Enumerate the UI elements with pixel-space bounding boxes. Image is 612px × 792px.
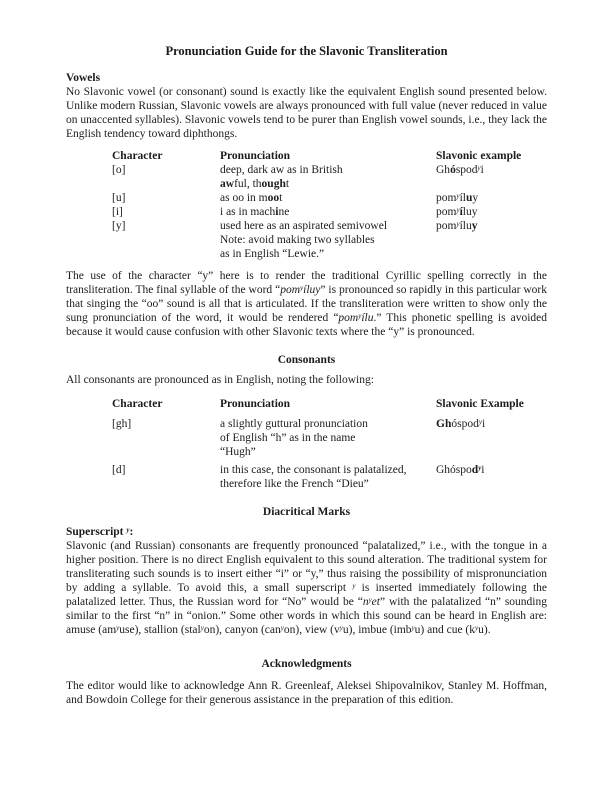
palatalization-superscript: y bbox=[477, 163, 481, 172]
pronunciation-line bbox=[220, 177, 436, 191]
slavonic-example-cell bbox=[436, 191, 547, 205]
pronunciation-line bbox=[220, 191, 436, 205]
consonants-table-header bbox=[112, 397, 547, 411]
text-run: Ghóspo bbox=[436, 464, 472, 476]
text-run: oo bbox=[267, 192, 280, 204]
text-run: on), view (v bbox=[283, 624, 340, 636]
text-run: : bbox=[129, 526, 134, 538]
superscript-subheading bbox=[66, 525, 547, 539]
slavonic-example-cell bbox=[436, 463, 547, 491]
text-run: t bbox=[285, 178, 290, 190]
palatalization-superscript: y bbox=[358, 311, 362, 320]
text-run: u bbox=[465, 192, 473, 204]
text-run: n bbox=[362, 596, 369, 608]
palatalization-superscript: y bbox=[478, 417, 482, 426]
text-run: The use of the character “y” here is to render the traditional Cyrillic spelling correctly in the transliteration. The final syllable of the word “ bbox=[66, 270, 547, 296]
slavonic-example-cell bbox=[436, 163, 547, 191]
page-content bbox=[66, 44, 547, 707]
vowels-usage-note-paragraph bbox=[66, 269, 547, 339]
text-run: All consonants are pronounced as in English, noting the following: bbox=[66, 374, 374, 386]
table-row bbox=[112, 163, 547, 191]
pronunciation-cell bbox=[220, 191, 436, 205]
palatalization-superscript: y bbox=[300, 283, 304, 292]
slavonic-example-cell bbox=[436, 417, 547, 459]
text-run: t bbox=[279, 192, 283, 204]
consonants-intro-paragraph bbox=[66, 373, 547, 387]
palatalization-superscript: y bbox=[456, 205, 460, 214]
vowels-table-header bbox=[112, 149, 547, 163]
text-run: í bbox=[459, 206, 463, 218]
pronunciation-cell bbox=[220, 417, 436, 459]
character-cell: [u] bbox=[112, 192, 126, 204]
palatalization-superscript: y bbox=[411, 623, 415, 632]
pronunciation-cell bbox=[220, 219, 436, 261]
text-run: Slavonic (and Russian) consonants are frequently pronounced “palatalized,” i.e., with the tongue in a higher position. There is no direct English equivalent to this sound alteration. The traditional system for transliterating such sounds is to insert either “i” or “y,” thus raising the possibility of mispronunciation by adding a syllable. To avoid this, a small superscript bbox=[66, 540, 547, 594]
column-header-character: Character bbox=[112, 150, 163, 162]
text-run: ílu bbox=[459, 220, 472, 232]
page-title: Pronunciation Guide for the Slavonic Transliteration bbox=[165, 44, 448, 58]
palatalization-superscript: y bbox=[475, 623, 479, 632]
palatalization-superscript: y bbox=[478, 463, 482, 472]
text-run: ó bbox=[450, 164, 456, 176]
text-run: spod bbox=[455, 164, 478, 176]
text-run: deep, dark aw as in British bbox=[220, 164, 343, 176]
text-run: i bbox=[480, 164, 484, 176]
slavonic-example-cell bbox=[436, 219, 547, 261]
text-run: is inserted immediately following the palatalized letter. Thus, the Russian word for “No” would be “ bbox=[66, 582, 547, 608]
text-run: u), imbue (imb bbox=[342, 624, 412, 636]
character-cell: [i] bbox=[112, 206, 123, 218]
pronunciation-cell bbox=[220, 205, 436, 219]
pronunciation-line bbox=[220, 477, 436, 491]
pronunciation-line bbox=[220, 219, 436, 233]
pronunciation-line bbox=[220, 163, 436, 177]
text-run: as oo in m bbox=[220, 192, 268, 204]
text-run: “Hugh” bbox=[220, 446, 256, 458]
text-run: i as in mach bbox=[220, 206, 276, 218]
vowels-intro-paragraph bbox=[66, 85, 547, 141]
diacritical-body-paragraph bbox=[66, 539, 547, 637]
text-run: Superscript bbox=[66, 526, 127, 538]
slavonic-example-cell bbox=[436, 205, 547, 219]
text-run: íluy bbox=[303, 284, 321, 296]
table-row bbox=[112, 463, 547, 491]
consonants-table bbox=[112, 397, 547, 491]
text-run: et bbox=[371, 596, 380, 608]
consonants-heading: Consonants bbox=[277, 354, 336, 366]
text-run: ílu bbox=[361, 312, 374, 324]
vowels-heading: Vowels bbox=[66, 72, 101, 84]
text-run: in this case, the consonant is palatalized, bbox=[220, 464, 407, 476]
column-header-slavonic-example: Slavonic example bbox=[436, 150, 522, 162]
character-cell: [d] bbox=[112, 464, 126, 476]
pronunciation-line bbox=[220, 431, 436, 445]
palatalization-superscript: y bbox=[280, 623, 284, 632]
acknowledgments-heading: Acknowledgments bbox=[261, 658, 352, 670]
text-run: ” is pronounced so rapidly in this particular work that singing the “oo” sound is all that is articulated. If the transliteration were written to show only the sung pronunciation of the word, it would be rendered “ bbox=[66, 284, 547, 324]
vowels-table bbox=[112, 149, 547, 261]
text-run: as in English “Lewie.” bbox=[220, 248, 325, 260]
character-cell: [gh] bbox=[112, 418, 132, 430]
table-row bbox=[112, 191, 547, 205]
palatalization-superscript: y bbox=[368, 595, 372, 604]
palatalization-superscript: y bbox=[126, 525, 130, 534]
character-cell: [o] bbox=[112, 164, 126, 176]
table-row bbox=[112, 205, 547, 219]
text-run: pom bbox=[436, 192, 457, 204]
text-run: Note: avoid making two syllables bbox=[220, 234, 375, 246]
text-run: a slightly guttural pronunciation bbox=[220, 418, 368, 430]
palatalization-superscript: y bbox=[116, 623, 120, 632]
text-run: use), stallion (stal bbox=[119, 624, 201, 636]
text-run: pom bbox=[338, 312, 359, 324]
table-row bbox=[112, 219, 547, 261]
text-run: u). bbox=[478, 624, 491, 636]
text-run: y bbox=[471, 220, 478, 232]
pronunciation-line bbox=[220, 247, 436, 261]
column-header-pronunciation: Pronunciation bbox=[220, 398, 291, 410]
text-run: aw bbox=[220, 178, 235, 190]
acknowledgments-paragraph bbox=[66, 679, 547, 707]
text-run: Gh bbox=[436, 164, 451, 176]
pronunciation-line bbox=[220, 205, 436, 219]
palatalization-superscript: y bbox=[339, 623, 343, 632]
text-run: pom bbox=[280, 284, 301, 296]
text-run: u) and cue (k bbox=[414, 624, 476, 636]
character-cell: [y] bbox=[112, 220, 126, 232]
text-run: ough bbox=[261, 178, 286, 190]
text-run: i bbox=[481, 418, 486, 430]
text-run: No Slavonic vowel (or consonant) sound is exactly like the equivalent English sound presented below. Unlike modern Russian, Slavonic vowels are always pronounced with full value (never reduced in value on unaccented syllables). Slavonic vowels tend to be purer than English vowel sounds, i.e., they lack the English tendency toward diphthongs. bbox=[66, 86, 547, 140]
column-header-pronunciation: Pronunciation bbox=[220, 150, 291, 162]
text-run: i bbox=[481, 464, 485, 476]
text-run: .” This phonetic spelling is avoided because it would cause confusion with other Slavonic texts where the “y” is pronounced. bbox=[66, 312, 547, 338]
palatalization-superscript: y bbox=[456, 219, 460, 228]
pronunciation-line bbox=[220, 417, 436, 431]
text-run: íl bbox=[459, 192, 466, 204]
pronunciation-line bbox=[220, 463, 436, 477]
pronunciation-cell bbox=[220, 463, 436, 491]
text-run: Gh bbox=[436, 418, 452, 430]
text-run: d bbox=[471, 464, 479, 476]
palatalization-superscript: y bbox=[200, 623, 204, 632]
pronunciation-line bbox=[220, 233, 436, 247]
palatalization-superscript: y bbox=[456, 191, 460, 200]
text-run: y bbox=[472, 192, 479, 204]
text-run: óspod bbox=[451, 418, 479, 430]
pronunciation-cell bbox=[220, 163, 436, 191]
text-run: ful, th bbox=[234, 178, 262, 190]
text-run: luy bbox=[462, 206, 478, 218]
text-run: i bbox=[275, 206, 279, 218]
diacritical-marks-heading: Diacritical Marks bbox=[262, 506, 351, 518]
text-run: on), canyon (can bbox=[203, 624, 281, 636]
text-run: of English “h” as in the name bbox=[220, 432, 356, 444]
table-row bbox=[112, 417, 547, 459]
text-run: The editor would like to acknowledge Ann R. Greenleaf, Aleksei Shipovalnikov, Stanley M. Hoffman, and Bowdoin College for their generous assistance in the preparation of this edition. bbox=[66, 680, 547, 706]
column-header-character: Character bbox=[112, 398, 163, 410]
column-header-slavonic-example: Slavonic Example bbox=[436, 398, 524, 410]
text-run: therefore like the French “Dieu” bbox=[220, 478, 369, 490]
text-run: used here as an aspirated semivowel bbox=[220, 220, 388, 232]
pronunciation-line bbox=[220, 445, 436, 459]
text-run: ne bbox=[278, 206, 290, 218]
text-run: pom bbox=[436, 220, 457, 232]
text-run: pom bbox=[436, 206, 457, 218]
palatalization-superscript: y bbox=[352, 581, 356, 590]
text-run: ” with the palatalized “n” sounding similar to the first “n” in “onion.” Some other words in which this sound can be heard in English are: amuse (am bbox=[66, 596, 548, 636]
